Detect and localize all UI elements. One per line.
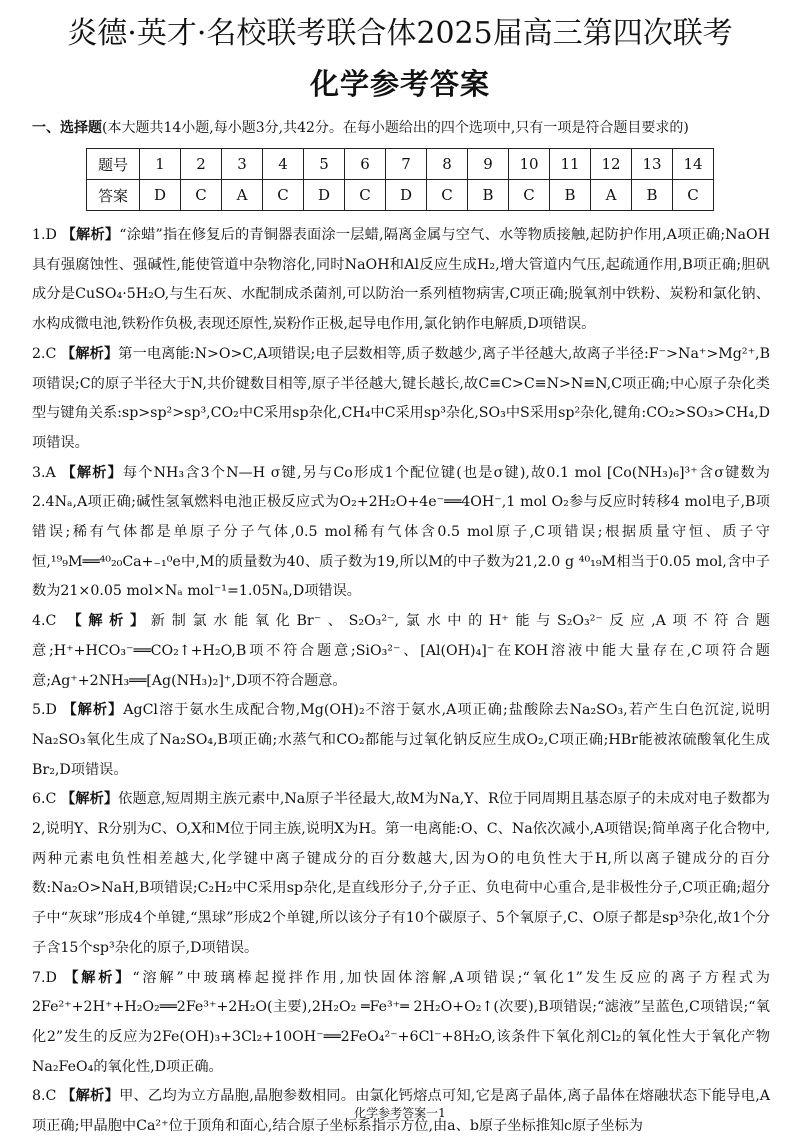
answer-cell: C	[181, 180, 222, 211]
explanation-list	[32, 221, 770, 1142]
explanation-item	[32, 221, 770, 340]
row-head-number: 题号	[87, 149, 140, 180]
item-text: 每个NH₃含3个N—H σ键,另与Co形成1个配位键(也是σ键),故0.1 mol [Co(NH₃)₆]³⁺含σ键数为2.4Nₐ,A项正确;碱性氢氧燃料电池正极反应式为O₂+2H₂O+4e⁻══4OH⁻,1 mol O₂参与反应时转移4 mol电子,B项错误;稀有气体都是单原子分子气体,0.5 mol稀有气体含0.5 mol原子,C项错误;根据质量守恒、质子守恒,¹⁹₉M══⁴⁰₂₀Ca+₋₁⁰e中,M的质量数为40、质子数为19,所以M的中子数为21,2.0 g ⁴⁰₁₉M相当于0.05 mol,含中子数为21×0.05 mol×Nₐ mol⁻¹=1.05Nₐ,D项错误。	[32, 464, 770, 600]
question-number: 7	[386, 149, 427, 180]
answer-table-number-row	[87, 149, 714, 180]
answer-cell: A	[222, 180, 263, 211]
answer-cell: D	[140, 180, 181, 211]
question-number: 2	[181, 149, 222, 180]
question-number: 9	[468, 149, 509, 180]
page-subtitle: 化学参考答案	[309, 67, 490, 101]
section-note: (本大题共14小题,每小题3分,共42分。在每小题给出的四个选项中,只有一项是符合题目要求的)	[102, 120, 689, 136]
question-number: 1	[140, 149, 181, 180]
answer-cell: A	[591, 180, 632, 211]
answer-cell: C	[427, 180, 468, 211]
item-number: 8.C	[32, 1088, 57, 1105]
question-number: 5	[304, 149, 345, 180]
item-text: “溶解”中玻璃棒起搅拌作用,加快固体溶解,A项错误;“氧化1”发生反应的离子方程式为2Fe²⁺+2H⁺+H₂O₂══2Fe³⁺+2H₂O(主要),2H₂O₂ ═Fe³⁺═ 2H₂O+O₂↑(次要),B项错误;“滤液”呈蓝色,C项错误;“氧化2”发生的反应为2Fe(OH)₃+3Cl₂+10OH⁻══2FeO₄²⁻+6Cl⁻+8H₂O,该条件下氧化剂Cl₂的氧化性大于氧化产物Na₂FeO₄的氧化性,D项正确。	[32, 969, 770, 1075]
item-text: 依题意,短周期主族元素中,Na原子半径最大,故M为Na,Y、R位于同周期且基态原子的未成对电子数都为2,说明Y、R分别为C、O,X和M位于同主族,说明X为H。第一电离能:O、C、Na依次减小,A项错误;简单离子化合物中,两种元素电负性相差越大,化学键中离子键成分的百分数越大,因为O的电负性大于H,所以离子键成分的百分数:Na₂O>NaH,B项错误;C₂H₂中C采用sp杂化,是直线形分子,分子正、负电荷中心重合,是非极性分子,C项正确;超分子中“灰球”形成4个单键,“黑球”形成2个单键,所以该分子有10个碳原子、5个氧原子,C、O原子都是sp³杂化,故1个分子含15个sp³杂化的原子,D项错误。	[32, 791, 770, 956]
item-text: “涂蜡”指在修复后的青铜器表面涂一层蜡,隔离金属与空气、水等物质接触,起防护作用,A项正确;NaOH具有强腐蚀性、强碱性,能使管道中杂物溶化,同时NaOH和Al反应生成H₂,增大管道内气压,起疏通作用,B项正确;胆矾成分是CuSO₄·5H₂O,与生石灰、水配制成杀菌剂,可以防治一系列植物病害,C项正确;脱氧剂中铁粉、炭粉和氯化钠、水构成微电池,铁粉作负极,表现还原性,炭粉作正极,起导电作用,氯化钠作电解质,D项错误。	[32, 227, 770, 333]
answer-cell: C	[673, 180, 714, 211]
explanation-item	[32, 607, 770, 696]
item-text: 新制氯水能氧化Br⁻、S₂O₃²⁻,氯水中的H⁺能与S₂O₃²⁻反应,A项不符合题意;H⁺+HCO₃⁻══CO₂↑+H₂O,B项不符合题意;SiO₃²⁻、[Al(OH)₄]⁻在KOH溶液中能大量存在,C项符合题意;Ag⁺+2NH₃══[Ag(NH₃)₂]⁺,D项不符合题意。	[32, 613, 770, 689]
explanation-item	[32, 340, 770, 459]
question-number: 8	[427, 149, 468, 180]
answer-cell: B	[632, 180, 673, 211]
question-number: 12	[591, 149, 632, 180]
question-number: 10	[509, 149, 550, 180]
question-number: 14	[673, 149, 714, 180]
answer-cell: B	[468, 180, 509, 211]
page-footer: 化学参考答案一1	[354, 1106, 446, 1120]
item-number: 1.D	[32, 227, 57, 243]
answer-cell: B	[550, 180, 591, 211]
explanation-item	[32, 964, 770, 1083]
answer-table-answer-row	[87, 180, 714, 211]
analysis-tag: 【解析】	[64, 969, 133, 986]
analysis-tag: 【解析】	[61, 464, 123, 481]
question-number: 13	[632, 149, 673, 180]
question-number: 11	[550, 149, 591, 180]
answer-cell: C	[345, 180, 386, 211]
analysis-tag: 【解析】	[61, 345, 119, 362]
item-number: 2.C	[32, 345, 57, 362]
answer-cell: C	[263, 180, 304, 211]
section-heading	[32, 117, 772, 137]
question-number: 6	[345, 149, 386, 180]
analysis-tag: 【解析】	[61, 1088, 120, 1105]
analysis-tag: 【解析】	[61, 227, 120, 243]
answer-cell: D	[304, 180, 345, 211]
answer-cell: C	[509, 180, 550, 211]
explanation-item	[32, 459, 770, 608]
answer-cell: D	[386, 180, 427, 211]
row-head-answer: 答案	[87, 180, 140, 211]
item-text: 甲、乙均为立方晶胞,晶胞参数相同。由氯化钙熔点可知,它是离子晶体,离子晶体在熔融状态下能导电,A项正确;甲晶胞中Ca²⁺位于顶角和面心,结合原子坐标系指示方位,由a、b原子坐标推知c原子坐标为	[32, 1088, 770, 1135]
page-title: 炎德·英才·名校联考联合体2025届高三第四次联考	[67, 16, 733, 51]
item-number: 7.D	[32, 969, 57, 986]
analysis-tag: 【解析】	[62, 702, 124, 719]
item-number: 3.A	[32, 464, 56, 481]
analysis-tag: 【解析】	[61, 791, 119, 808]
explanation-item	[32, 696, 770, 785]
question-number: 4	[263, 149, 304, 180]
question-number: 3	[222, 149, 263, 180]
item-text: 第一电离能:N>O>C,A项错误;电子层数相等,质子数越少,离子半径越大,故离子半径:F⁻>Na⁺>Mg²⁺,B项错误;C的原子半径大于N,共价键数目相等,原子半径越大,键长越长,故C≡C>C≡N>N≡N,C项正确;中心原子杂化类型与键角关系:sp>sp²>sp³,CO₂中C采用sp杂化,CH₄中C采用sp³杂化,SO₃中S采用sp²杂化,键角:CO₂>SO₃>CH₄,D项错误。	[32, 345, 770, 451]
item-text: AgCl溶于氨水生成配合物,Mg(OH)₂不溶于氨水,A项正确;盐酸除去Na₂SO₃,若产生白色沉淀,说明Na₂SO₃氧化生成了Na₂SO₄,B项正确;水蒸气和CO₂都能与过氧化钠反应生成O₂,C项正确;HBr能被浓硫酸氧化生成Br₂,D项错误。	[32, 702, 770, 778]
explanation-item	[32, 785, 770, 963]
item-number: 5.D	[32, 702, 57, 719]
item-number: 4.C	[32, 613, 57, 630]
item-number: 6.C	[32, 791, 57, 808]
answer-table	[86, 148, 714, 211]
section-label: 一、选择题	[32, 120, 102, 136]
analysis-tag: 【解析】	[67, 613, 151, 630]
